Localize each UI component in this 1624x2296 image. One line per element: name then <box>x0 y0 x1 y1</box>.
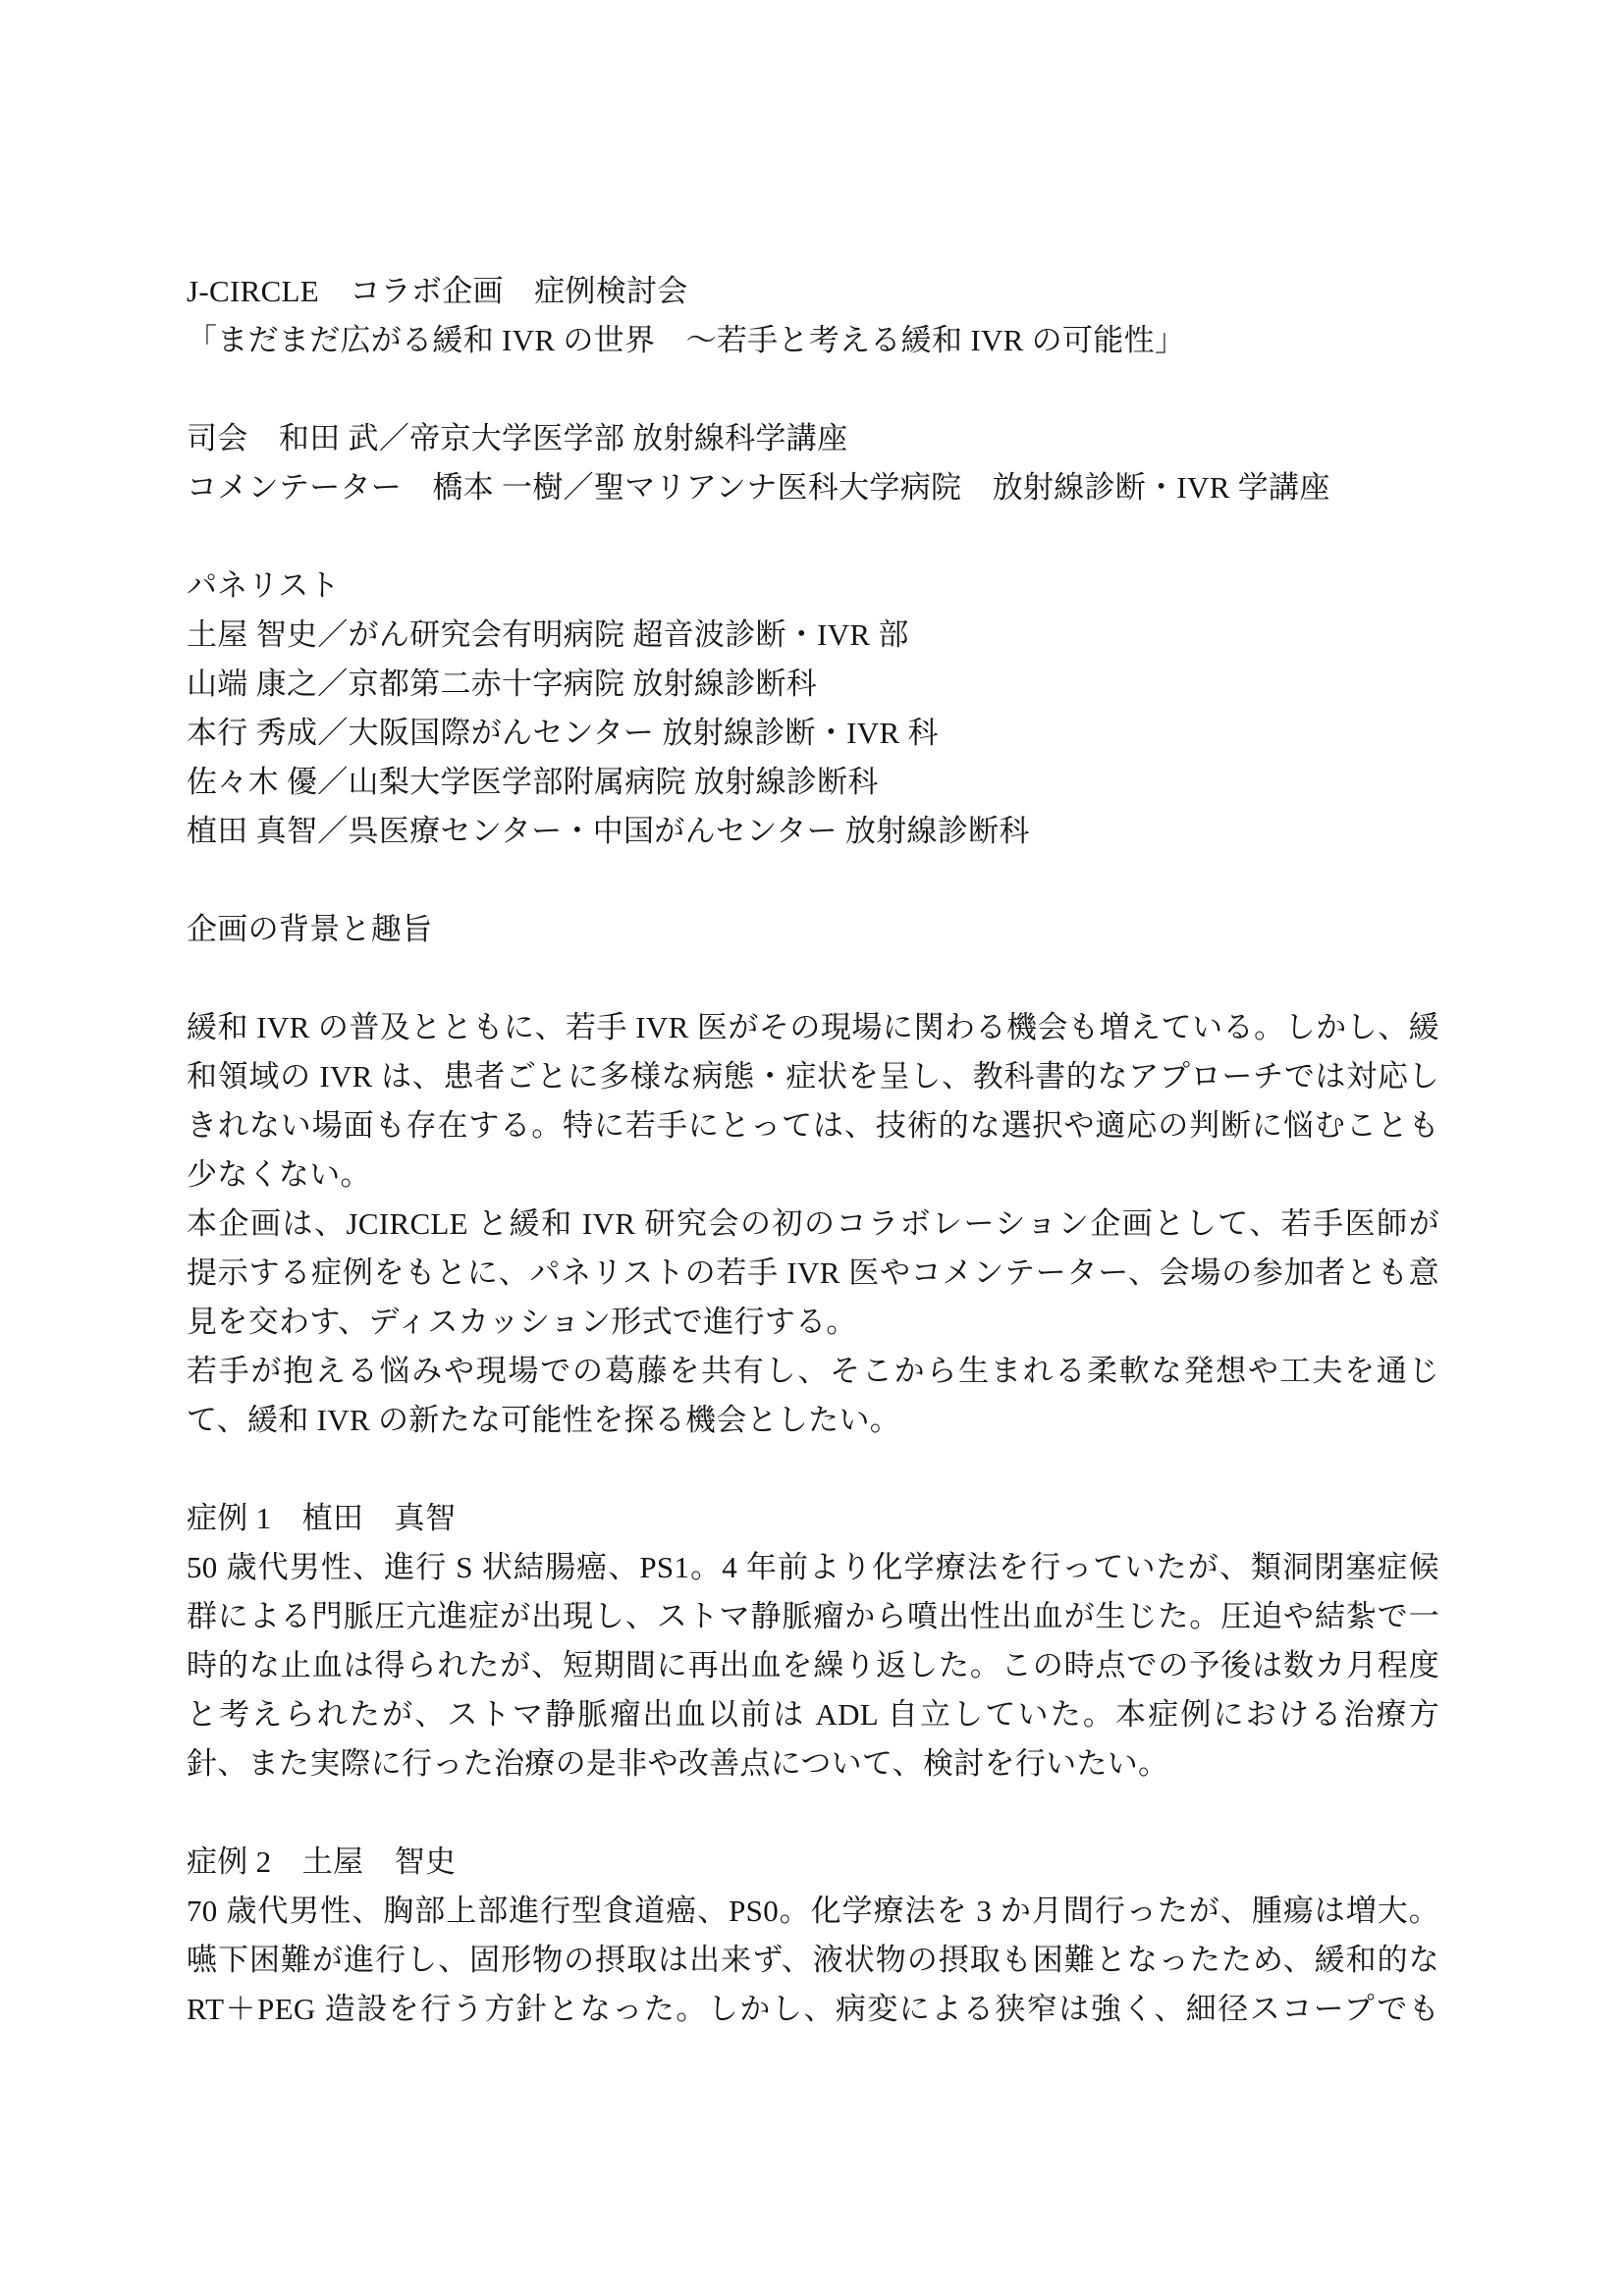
background-line: 本企画は、JCIRCLE と緩和 IVR 研究会の初のコラボレーション企画として、若手医師が <box>187 1206 1439 1241</box>
case2-line: 70 歳代男性、胸部上部進行型食道癌、PS0。化学療法を 3 か月間行ったが、腫瘍は増大。 <box>187 1894 1439 1928</box>
panelist-item: 植田 真智／呉医療センター・中国がんセンター 放射線診断科 <box>187 814 1030 848</box>
panelist-item: 山端 康之／京都第二赤十字病院 放射線診断科 <box>187 667 818 701</box>
case1-line: 群による門脈圧亢進症が出現し、ストマ静脈瘤から噴出性出血が生じた。圧迫や結紮で一 <box>187 1599 1439 1633</box>
spacer <box>187 1445 1439 1494</box>
case1-heading: 症例 1 植田 真智 <box>187 1501 457 1535</box>
spacer <box>187 954 1439 1003</box>
case2-line: RT＋PEG 造設を行う方針となった。しかし、病変による狭窄は強く、細径スコープでも <box>187 1992 1439 2026</box>
panelists-heading: パネリスト <box>187 568 340 603</box>
background-line: 若手が抱える悩みや現場での葛藤を共有し、そこから生まれる柔軟な発想や工夫を通じ <box>187 1354 1439 1388</box>
moderator-line: 司会 和田 武／帝京大学医学部 放射線科学講座 <box>187 421 848 455</box>
panelist-item: 佐々木 優／山梨大学医学部附属病院 放射線診断科 <box>187 765 879 799</box>
spacer <box>187 512 1439 561</box>
background-heading: 企画の背景と趣旨 <box>187 912 433 946</box>
background-line: 和領域の IVR は、患者ごとに多様な病態・症状を呈し、教科書的なアプローチでは対応し <box>187 1059 1439 1094</box>
commentator-line: コメンテーター 橋本 一樹／聖マリアンナ医科大学病院 放射線診断・IVR 学講座 <box>187 470 1330 505</box>
background-line: て、緩和 IVR の新たな可能性を探る機会としたい。 <box>187 1403 901 1437</box>
panelist-item: 土屋 智史／がん研究会有明病院 超音波診断・IVR 部 <box>187 617 909 652</box>
spacer <box>187 1789 1439 1838</box>
document-body <box>187 267 1439 2034</box>
case1-line: 針、また実際に行った治療の是非や改善点について、検討を行いたい。 <box>187 1746 1169 1781</box>
case2-line: 嚥下困難が進行し、固形物の摂取は出来ず、液状物の摂取も困難となったため、緩和的な <box>187 1943 1439 1977</box>
background-line: 少なくない。 <box>187 1157 371 1192</box>
panelist-item: 本行 秀成／大阪国際がんセンター 放射線診断・IVR 科 <box>187 716 939 750</box>
case2-heading: 症例 2 土屋 智史 <box>187 1844 457 1879</box>
spacer <box>187 365 1439 414</box>
case1-line: と考えられたが、ストマ静脈瘤出血以前は ADL 自立していた。本症例における治療方 <box>187 1697 1439 1732</box>
event-title: J-CIRCLE コラボ企画 症例検討会 <box>187 274 688 308</box>
event-subtitle: 「まだまだ広がる緩和 IVR の世界 ～若手と考える緩和 IVR の可能性」 <box>187 323 1186 357</box>
background-line: きれない場面も存在する。特に若手にとっては、技術的な選択や適応の判断に悩むことも <box>187 1108 1439 1143</box>
background-line: 提示する症例をもとに、パネリストの若手 IVR 医やコメンテーター、会場の参加者とも意 <box>187 1255 1439 1290</box>
case1-line: 50 歳代男性、進行 S 状結腸癌、PS1。4 年前より化学療法を行っていたが、類洞閉塞症候 <box>187 1550 1439 1584</box>
spacer <box>187 856 1439 905</box>
background-line: 緩和 IVR の普及とともに、若手 IVR 医がその現場に関わる機会も増えている。しかし、緩 <box>187 1010 1439 1044</box>
case1-line: 時的な止血は得られたが、短期間に再出血を繰り返した。この時点での予後は数カ月程度 <box>187 1648 1439 1682</box>
background-line: 見を交わす、ディスカッション形式で進行する。 <box>187 1305 857 1339</box>
